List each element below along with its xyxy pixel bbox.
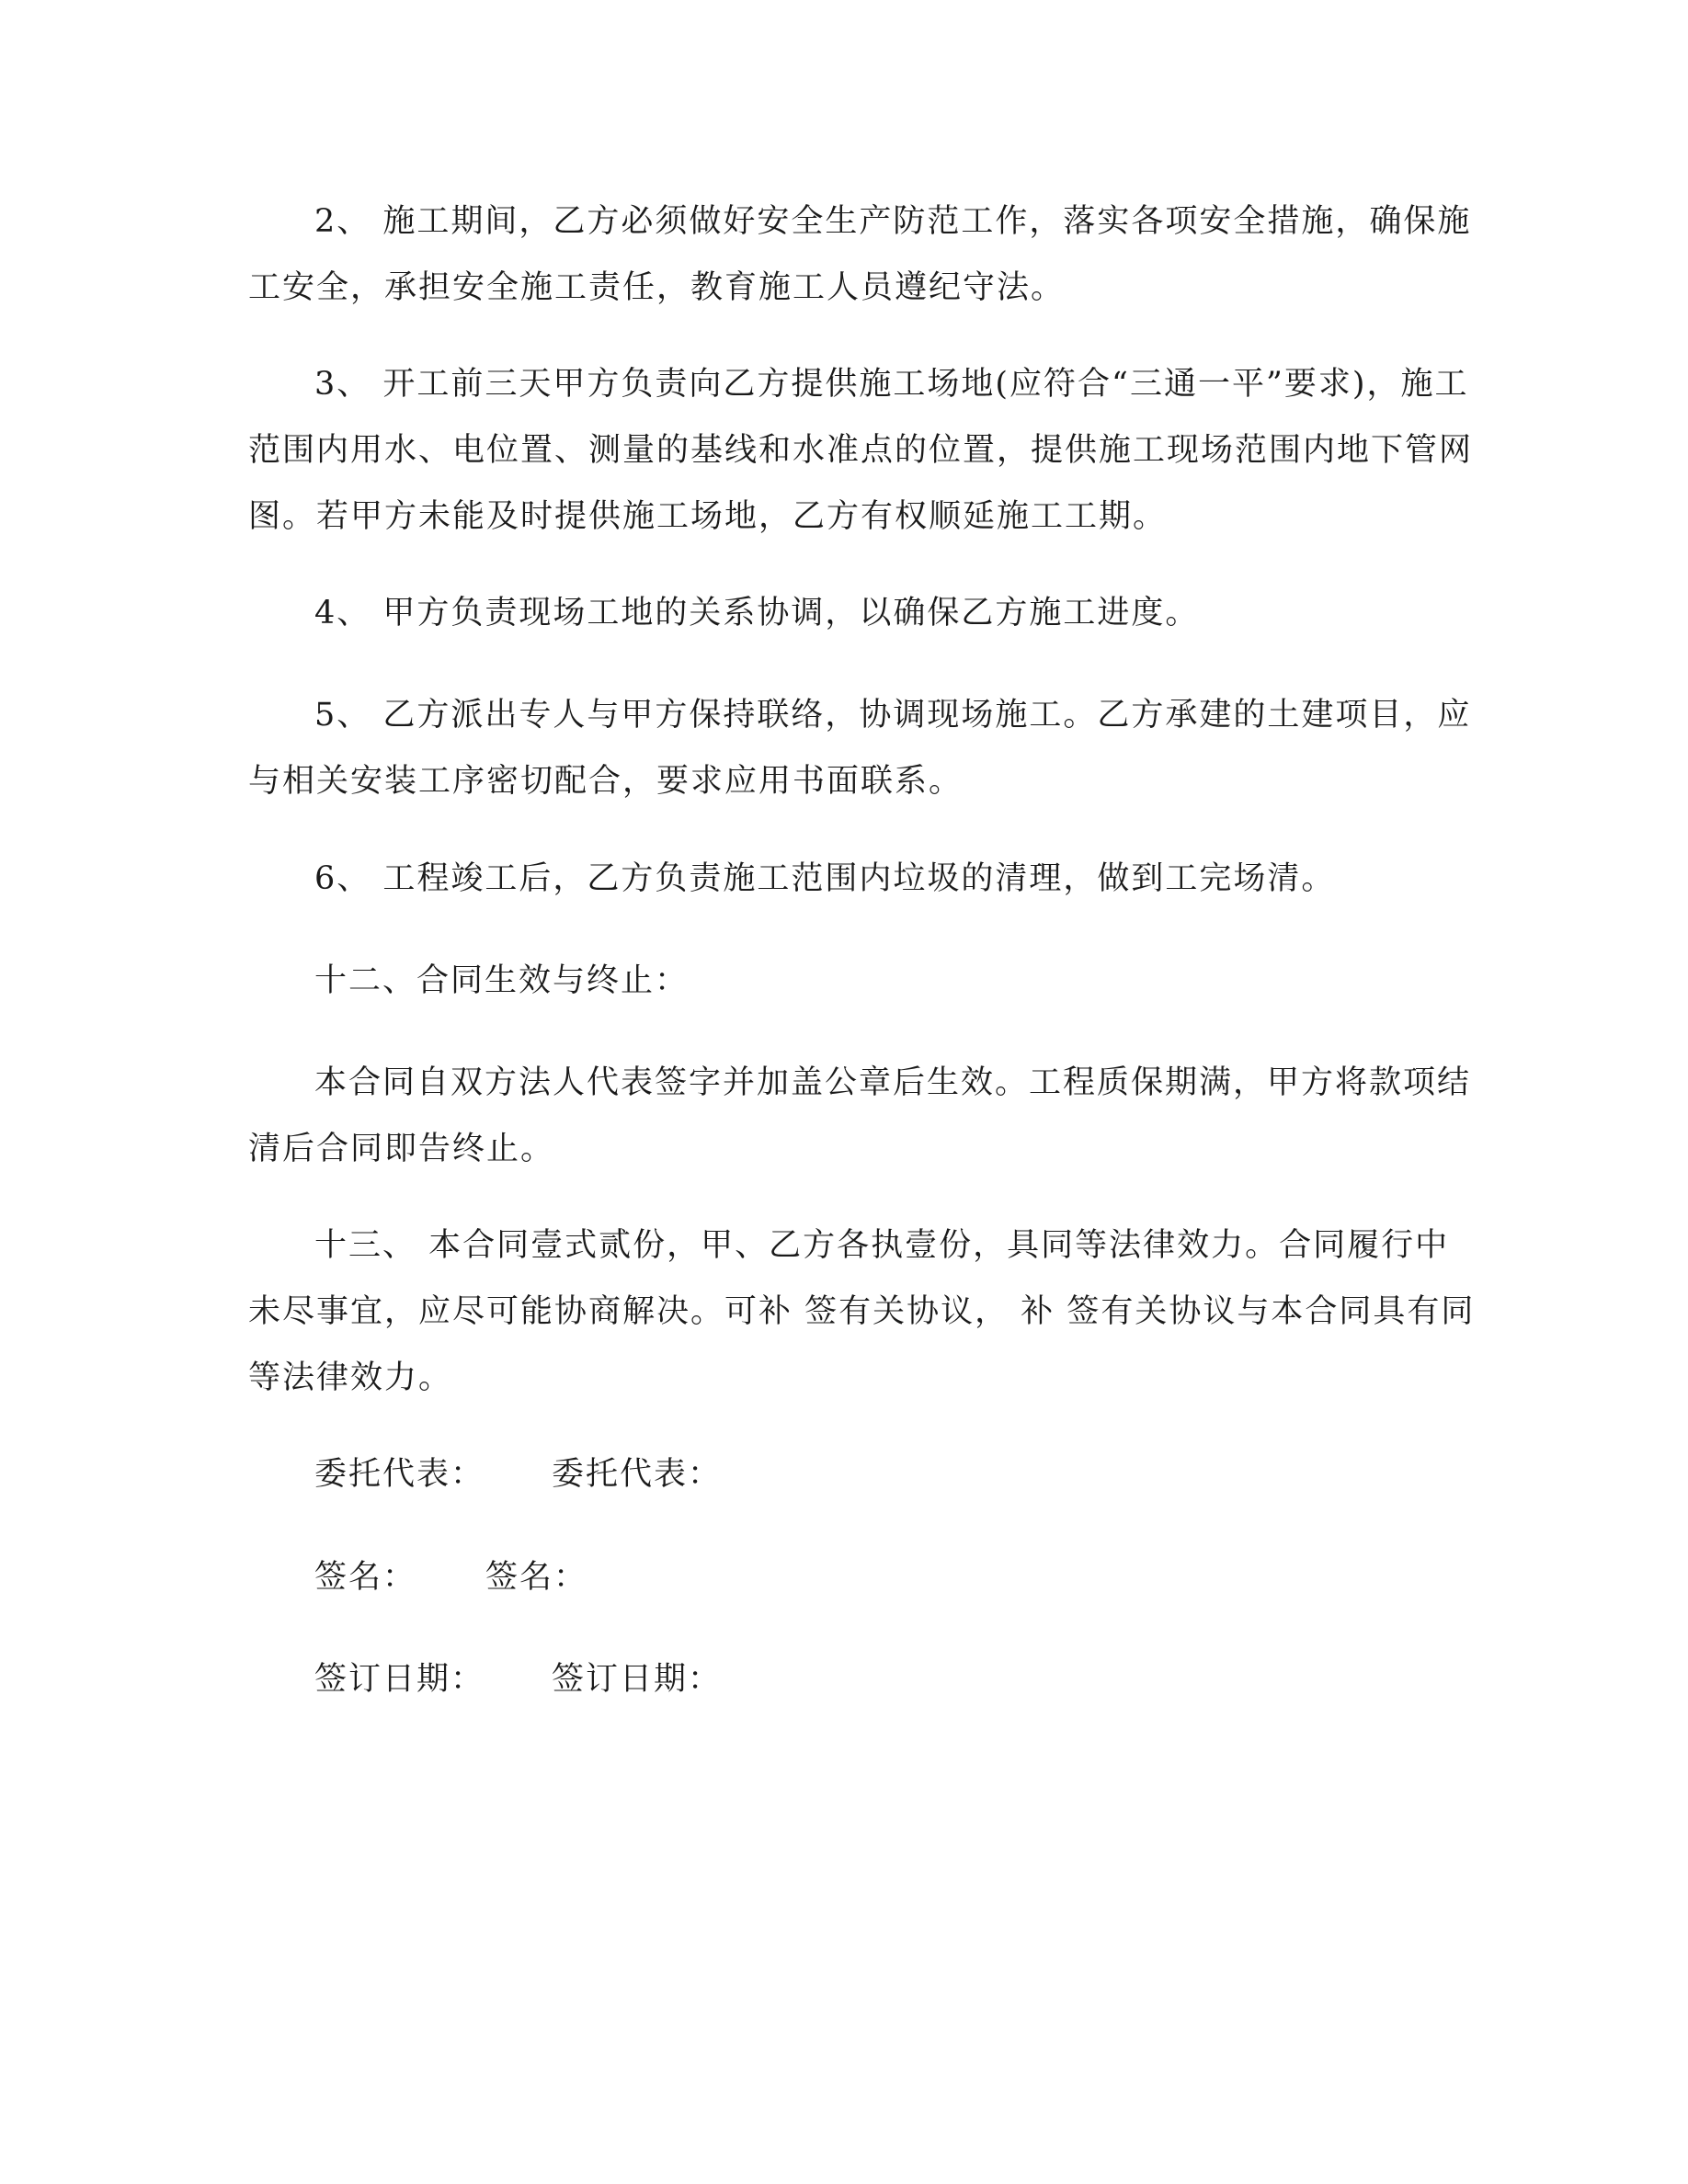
section-13-line-3: 等法律效力。 (248, 1359, 453, 1396)
section-12-heading (248, 948, 1443, 1014)
rep-label-b: 委托代表： (552, 1456, 723, 1493)
clause-6-line-1: 6、 工程竣工后，乙方负责施工范围内垃圾的清理，做到工完场清。 (314, 860, 1336, 897)
section-12-title: 十二、合同生效与终止： (314, 962, 690, 999)
sign-label-a: 签名： (314, 1559, 417, 1596)
clause-5 (248, 682, 1472, 814)
clause-6 (248, 846, 1443, 912)
section-12-body-line-1: 本合同自双方法人代表签字并加盖公章后生效。工程质保期满，甲方将款项结 (314, 1064, 1472, 1101)
sign-label-b: 签名： (485, 1559, 588, 1596)
clause-3-line-1: 3、 开工前三天甲方负责向乙方提供施工场地(应符合“三通一平”要求)，施工 (314, 366, 1469, 403)
clause-3-line-3: 图。若甲方未能及时提供施工场地，乙方有权顺延施工工期。 (248, 498, 1168, 535)
clause-2-line-2: 工安全，承担安全施工责任，教育施工人员遵纪守法。 (248, 269, 1066, 306)
clause-2 (248, 188, 1472, 321)
clause-3 (248, 351, 1474, 550)
section-12-body (248, 1050, 1472, 1182)
clause-4-line-1: 4、 甲方负责现场工地的关系协调，以确保乙方施工进度。 (314, 595, 1200, 631)
section-13 (248, 1212, 1476, 1411)
section-13-line-1: 十三、 本合同壹式贰份，甲、乙方各执壹份，具同等法律效力。合同履行中 (314, 1227, 1450, 1264)
date-label-b: 签订日期： (552, 1661, 723, 1698)
rep-label-a: 委托代表： (314, 1456, 485, 1493)
clause-2-line-1: 2、 施工期间，乙方必须做好安全生产防范工作，落实各项安全措施，确保施 (314, 203, 1472, 240)
section-13-line-2: 未尽事宜，应尽可能协商解决。可补 签有关协议， 补 签有关协议与本合同具有同 (248, 1293, 1476, 1330)
clause-4 (248, 580, 1443, 646)
clause-5-line-1: 5、 乙方派出专人与甲方保持联络，协调现场施工。乙方承建的土建项目，应 (314, 697, 1472, 734)
date-label-a: 签订日期： (314, 1661, 485, 1698)
clause-5-line-2: 与相关安装工序密切配合，要求应用书面联系。 (248, 763, 964, 800)
clause-3-line-2: 范围内用水、电位置、测量的基线和水准点的位置，提供施工现场范围内地下管网 (248, 432, 1474, 469)
section-12-body-line-2: 清后合同即告终止。 (248, 1131, 555, 1167)
